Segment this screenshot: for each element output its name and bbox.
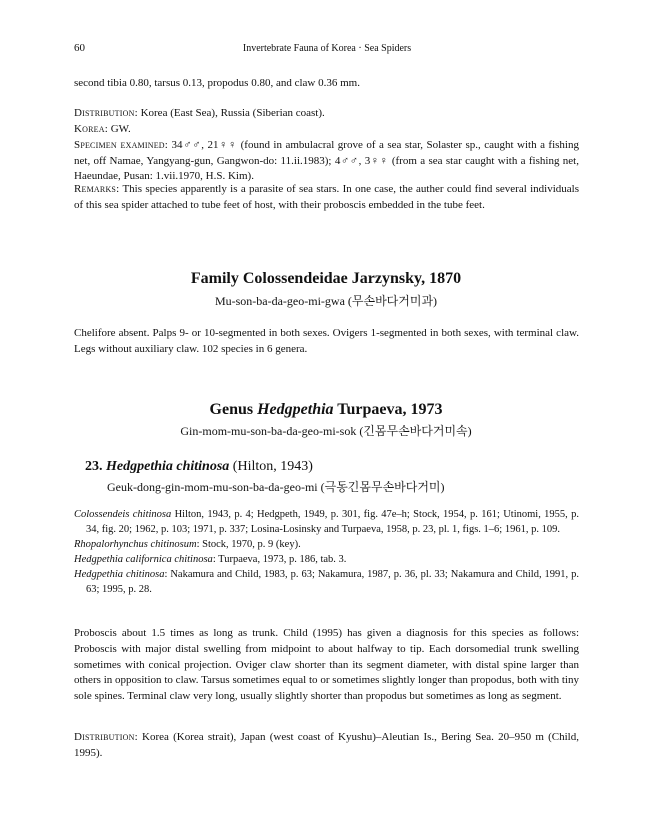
- synonymy-reference: Hilton, 1943, p. 4; Hedgpeth, 1949, p. 301, fig. 47e–h; Stock, 1954, p. 161; Utinomi, 1955, p. 34, fig. 20; 1962, p. 103; 1971, p. 337; Losina-Losinsky and Turpaeva, 1958, p. 23, pl. 1, figs. 1–6; 1961, p. 109.: [86, 509, 579, 535]
- distribution-text: Korea (East Sea), Russia (Siberian coast).: [137, 107, 325, 119]
- species-korean-name: Geuk-dong-gin-mom-mu-son-ba-da-geo-mi (극동긴몸무손바다거미): [107, 480, 445, 494]
- page-number: 60: [74, 42, 85, 54]
- synonymy-reference: : Turpaeva, 1973, p. 186, tab. 3.: [212, 554, 347, 565]
- korea-paragraph: [74, 122, 579, 138]
- species-distribution-text: Korea (Korea strait), Japan (west coast of Kyushu)–Aleutian Is., Bering Sea. 20–950 m (Child, 1995).: [74, 731, 579, 759]
- genus-korean-name: Gin-mom-mu-son-ba-da-geo-mi-sok (긴몸무손바다거미속): [180, 424, 472, 438]
- family-title: Family Colossendeidae Jarzynsky, 1870: [190, 270, 462, 287]
- genus-prefix: Genus: [209, 401, 258, 418]
- specimen-label: Specimen examined:: [74, 139, 169, 151]
- genus-author: Turpaeva, 1973: [333, 401, 443, 418]
- genus-title: [0, 401, 652, 419]
- page-header: [74, 42, 580, 58]
- species-name: Hedgpethia chitinosa: [106, 459, 230, 474]
- species-distribution: [74, 730, 579, 761]
- species-author: (Hilton, 1943): [229, 459, 313, 474]
- remarks-label: Remarks:: [74, 183, 120, 195]
- specimen-paragraph: [74, 138, 579, 185]
- synonymy-entry: [74, 552, 579, 567]
- species-title: [85, 459, 313, 475]
- intro-line: second tibia 0.80, tarsus 0.13, propodus 0.80, and claw 0.36 mm.: [74, 77, 360, 89]
- synonymy-reference: : Nakamura and Child, 1983, p. 63; Nakamura, 1987, p. 36, pl. 33; Nakamura and Child, 1991, p. 63; 1995, p. 28.: [86, 569, 579, 595]
- synonymy-entry: [74, 507, 579, 537]
- synonymy-reference: : Stock, 1970, p. 9 (key).: [196, 539, 301, 550]
- korea-label: Korea:: [74, 123, 108, 135]
- remarks-paragraph: [74, 182, 579, 213]
- species-number: 23.: [85, 459, 103, 474]
- distribution-paragraph: [74, 106, 579, 122]
- family-description: Chelifore absent. Palps 9- or 10-segmented in both sexes. Ovigers 1-segmented in both sexes, with terminal claw. Legs without auxiliary claw. 102 species in 6 genera.: [74, 327, 579, 355]
- synonymy-taxon: Rhopalorhynchus chitinosum: [74, 539, 197, 550]
- synonymy-entry: [74, 537, 579, 552]
- synonymy-taxon: Hedgpethia chitinosa: [74, 569, 165, 580]
- synonymy-entry: [74, 567, 579, 597]
- species-description: Proboscis about 1.5 times as long as trunk. Child (1995) has given a diagnosis for this species as follows: Proboscis with major distal swelling from midpoint to about halfway to tip. Each dorsomedial trunk swelling sometimes with conical projection. Oviger claw shorter than its segment diameter, with distal spine larger than others in opposition to claw. Tarsus sometimes equal to or sometimes slightly longer than propodus, both with tiny sole spines. Terminal claw very long, usually slightly shorter than propodus but sometimes as long as segment.: [74, 627, 579, 703]
- distribution-label: Distribution:: [74, 107, 138, 119]
- korea-text: GW.: [107, 123, 131, 135]
- family-korean-name: Mu-son-ba-da-geo-mi-gwa (무손바다거미과): [214, 294, 438, 308]
- species-distribution-label: Distribution:: [74, 731, 138, 743]
- synonymy-taxon: Hedgpethia californica chitinosa: [74, 554, 213, 565]
- running-title: Invertebrate Fauna of Korea · Sea Spiders: [242, 43, 412, 54]
- synonymy-taxon: Colossendeis chitinosa: [74, 509, 172, 520]
- remarks-text: This species apparently is a parasite of sea stars. In one case, the auther could find several individuals of this sea spider attached to tube feet of host, with their proboscis embedded in the tube feet.: [74, 183, 579, 211]
- synonymy-list: [74, 507, 579, 597]
- genus-name: Hedgpethia: [257, 401, 334, 418]
- specimen-text: 34♂♂, 21♀♀ (found in ambulacral grove of a sea star, Solaster sp., caught with a fishing net, off Namae, Yangyang-gun, Gangwon-do: 11.ii.1983); 4♂♂, 3♀♀ (from a sea star caught with a fishing net, Haeundae, Pusan: 1.vii.1970, H.S. Kim).: [74, 139, 579, 182]
